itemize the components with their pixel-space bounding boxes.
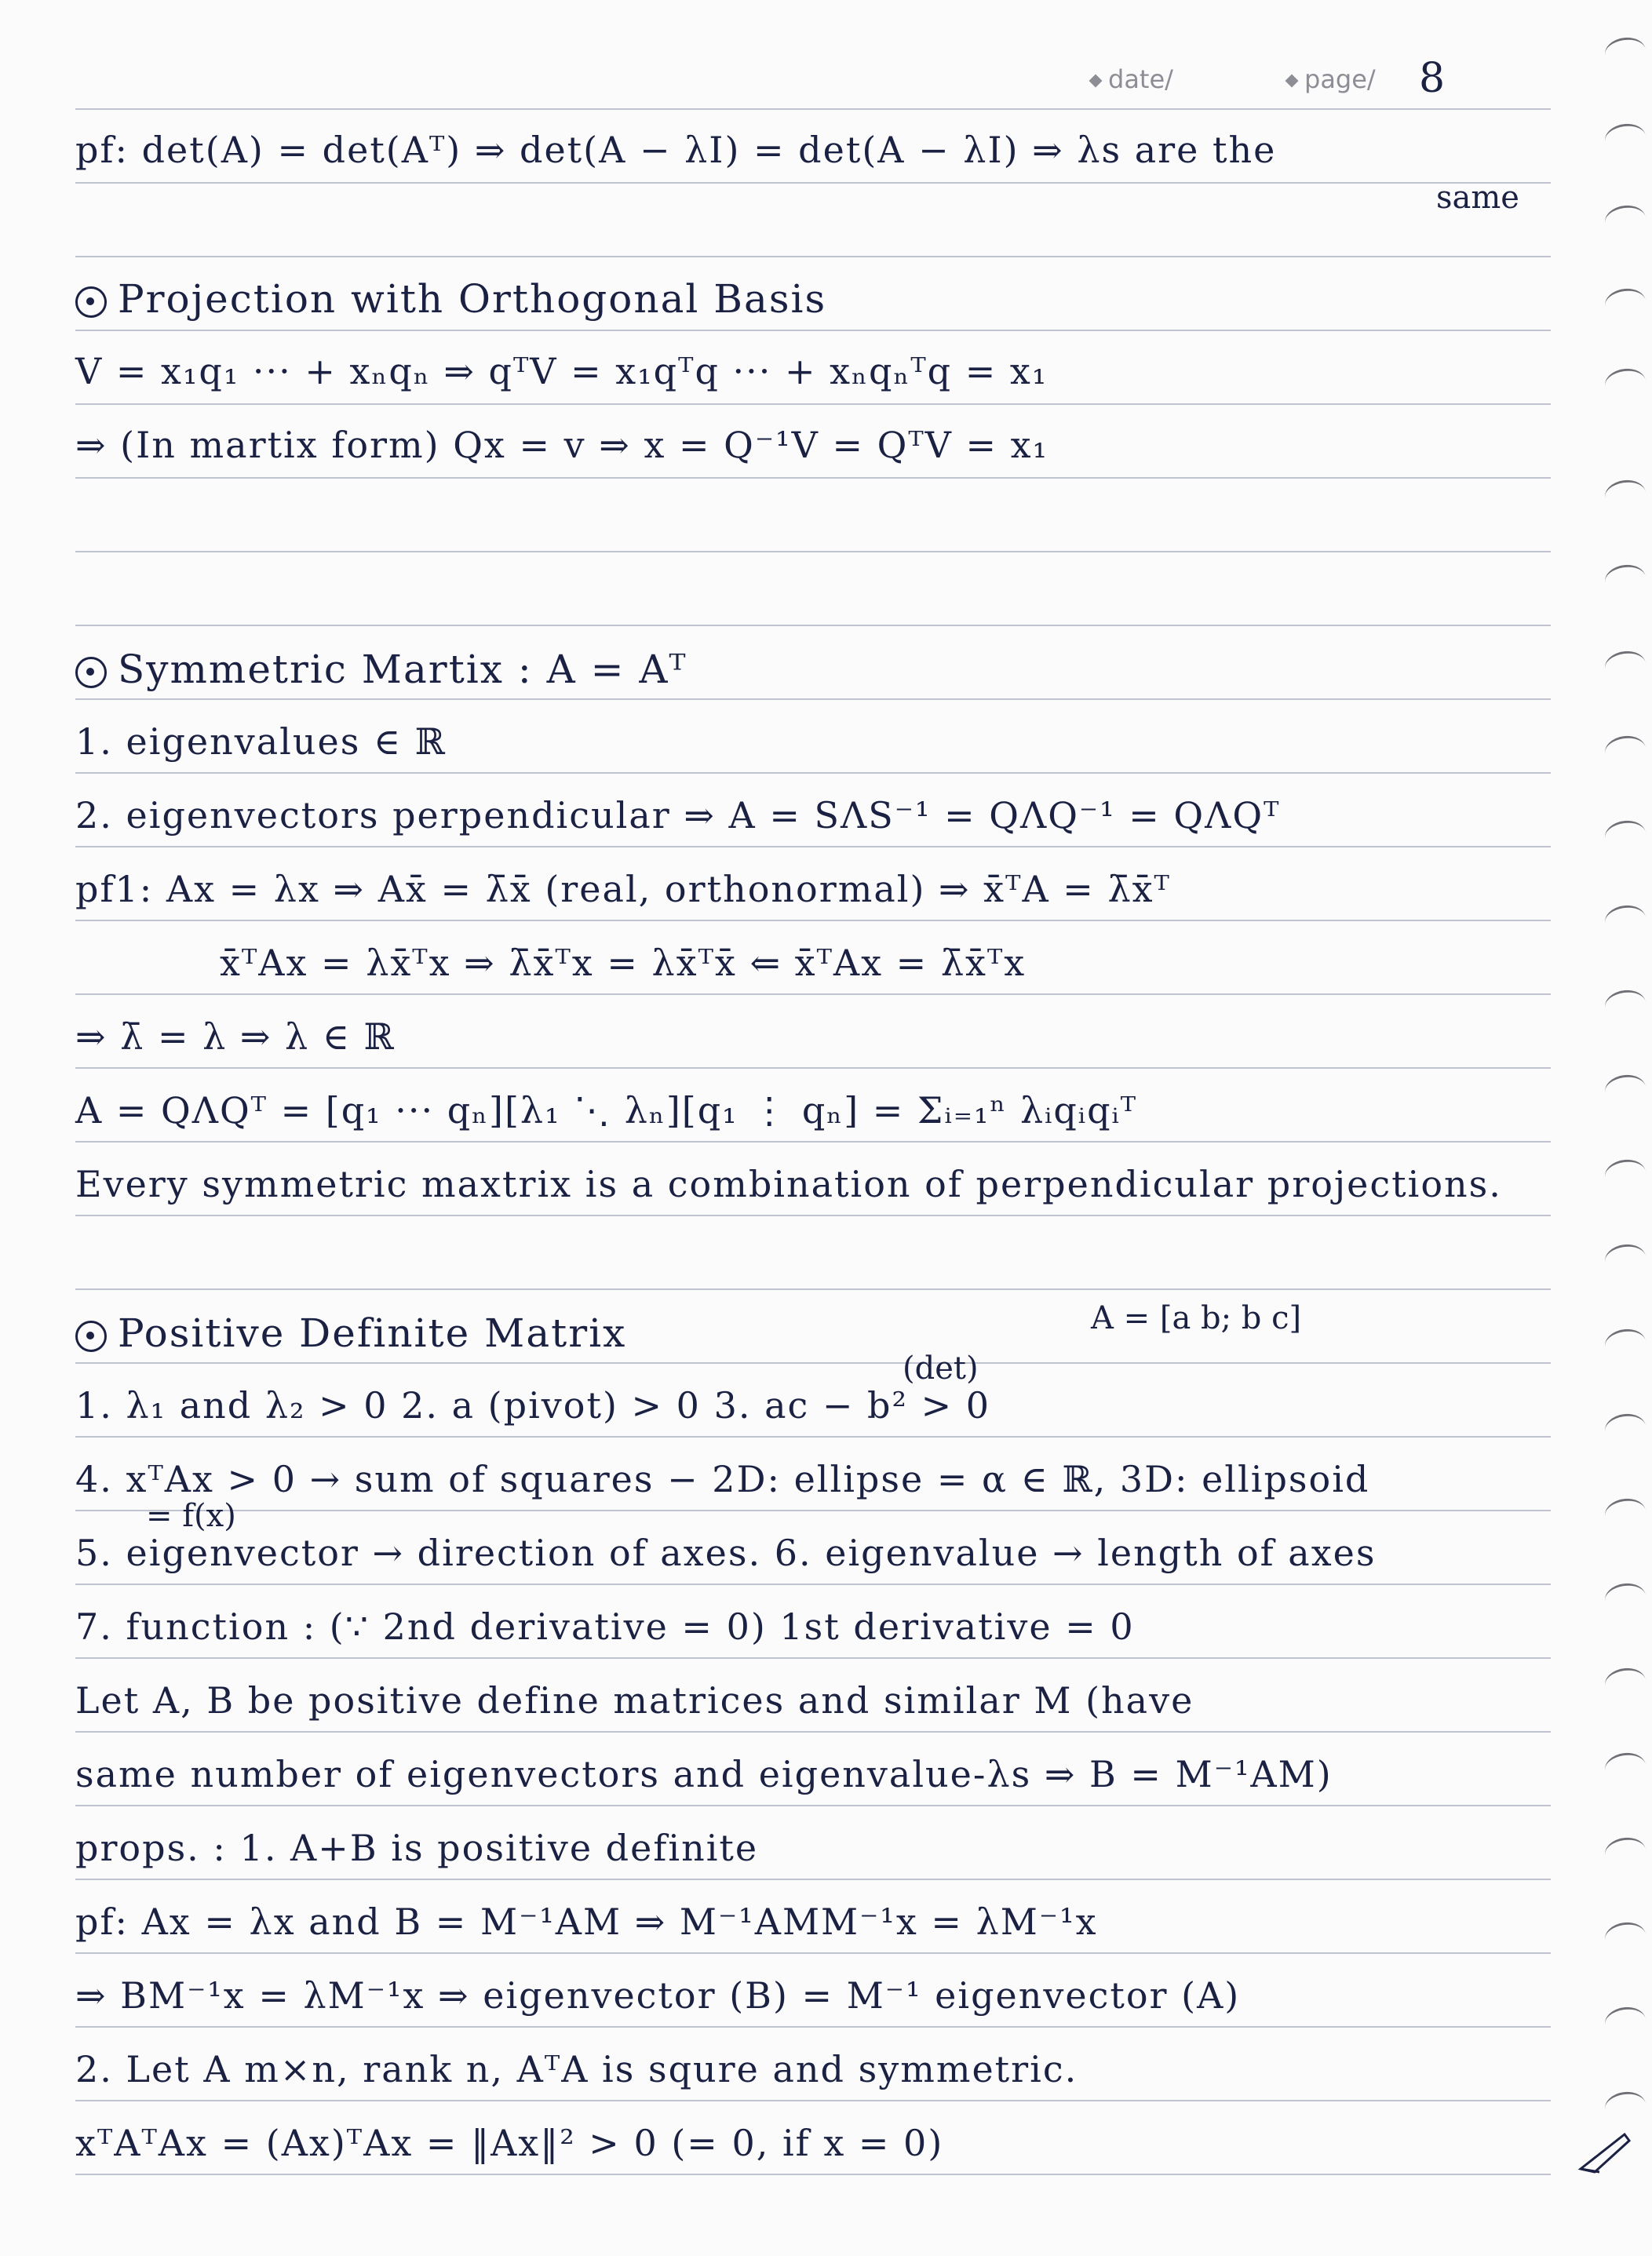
diamond-icon xyxy=(1285,75,1299,88)
pen-mark-icon xyxy=(1577,2128,1634,2175)
heading-projection-text: Projection with Orthogonal Basis xyxy=(118,276,827,322)
binding-ring xyxy=(1603,1835,1648,1870)
binding-ring xyxy=(1603,478,1648,512)
bullet-circle-icon xyxy=(75,657,107,688)
heading-symmetric-text: Symmetric Martix : A = Aᵀ xyxy=(118,647,687,692)
ruled-line xyxy=(75,1436,1551,1438)
page-label: page/ xyxy=(1304,64,1376,94)
ruled-line xyxy=(75,330,1551,331)
ruled-line xyxy=(75,1215,1551,1216)
ruled-line xyxy=(75,1657,1551,1659)
binding-ring xyxy=(1603,649,1648,683)
ruled-line xyxy=(75,182,1551,184)
binding-ring xyxy=(1603,1157,1648,1192)
binding-ring xyxy=(1603,734,1648,768)
binding-ring xyxy=(1603,988,1648,1022)
symmetric-proof-1: pf1: Ax = λx ⇒ Ax̄ = λ̄x̄ (real, orthonormal) ⇒ x̄ᵀA = λ̄x̄ᵀ xyxy=(75,868,1171,910)
bullet-circle-icon xyxy=(75,286,107,318)
binding-ring xyxy=(1603,366,1648,401)
ruled-line xyxy=(75,1362,1551,1364)
symmetric-prop-1: 1. eigenvalues ∈ ℝ xyxy=(75,720,447,763)
fx-annotation: = f(x) xyxy=(146,1498,236,1534)
binding-ring xyxy=(1603,1666,1648,1700)
ruled-line xyxy=(75,2026,1551,2028)
heading-symmetric xyxy=(75,647,687,692)
binding-ring xyxy=(1603,1920,1648,1955)
ruled-line xyxy=(75,1288,1551,1290)
ruled-line xyxy=(75,993,1551,995)
ruled-line xyxy=(75,403,1551,405)
ruled-line xyxy=(75,1067,1551,1069)
ruled-line xyxy=(75,1952,1551,1954)
binding-ring xyxy=(1603,203,1648,238)
binding-ring xyxy=(1603,122,1648,156)
ruled-line xyxy=(75,698,1551,700)
binding-ring xyxy=(1603,1073,1648,1107)
symmetric-proof-2: x̄ᵀAx = λx̄ᵀx ⇒ λ̄x̄ᵀx = λx̄ᵀx̄ ⇐ x̄ᵀAx = λ̄x̄ᵀx xyxy=(220,942,1027,984)
projection-formula: V = x₁q₁ ··· + xₙqₙ ⇒ qᵀV = x₁qᵀq ··· + xₙqₙᵀq = x₁ xyxy=(75,350,1048,392)
ruled-line xyxy=(75,1141,1551,1143)
binding-ring xyxy=(1603,1242,1648,1277)
page-number: 8 xyxy=(1419,55,1446,102)
spectral-decomposition: A = QΛQᵀ = [q₁ ··· qₙ][λ₁ ⋱ λₙ][q₁ ⋮ qₙ] = Σᵢ₌₁ⁿ λᵢqᵢqᵢᵀ xyxy=(75,1089,1138,1132)
binding-ring xyxy=(1603,35,1648,70)
ruled-line xyxy=(75,846,1551,847)
binding-ring xyxy=(1603,286,1648,321)
det-annotation: (det) xyxy=(903,1350,979,1387)
binding-ring xyxy=(1603,563,1648,597)
props-2: 2. Let A m×n, rank n, AᵀA is squre and symmetric. xyxy=(75,2048,1078,2090)
ruled-line xyxy=(75,1879,1551,1880)
heading-projection xyxy=(75,276,827,322)
binding-ring xyxy=(1603,1327,1648,1361)
binding-ring xyxy=(1603,2005,1648,2039)
ruled-line xyxy=(75,920,1551,921)
ruled-line xyxy=(75,1731,1551,1733)
ruled-line xyxy=(75,551,1551,552)
pd-test-4: 4. xᵀAx > 0 → sum of squares − 2D: ellipse = α ∈ ℝ, 3D: ellipsoid xyxy=(75,1458,1370,1500)
binding-ring xyxy=(1603,1751,1648,1785)
date-label: date/ xyxy=(1108,64,1173,94)
binding-ring xyxy=(1603,818,1648,853)
similar-matrices-2: same number of eigenvectors and eigenvalue-λs ⇒ B = M⁻¹AM) xyxy=(75,1753,1333,1795)
binding-ring xyxy=(1603,1496,1648,1531)
props-proof-2: ⇒ BM⁻¹x = λM⁻¹x ⇒ eigenvector (B) = M⁻¹ eigenvector (A) xyxy=(75,1974,1241,2017)
symmetric-proof-conclusion: ⇒ λ̄ = λ ⇒ λ ∈ ℝ xyxy=(75,1015,396,1058)
ruled-line xyxy=(75,2174,1551,2175)
matrix-2x2: A = [a b; b c] xyxy=(1091,1300,1302,1336)
diamond-icon xyxy=(1089,75,1103,88)
heading-positive-definite xyxy=(75,1310,627,1356)
ruled-line xyxy=(75,1584,1551,1585)
bullet-circle-icon xyxy=(75,1321,107,1352)
heading-positive-definite-text: Positive Definite Matrix xyxy=(118,1310,627,1356)
ruled-line xyxy=(75,1510,1551,1511)
projection-matrix-form: ⇒ (In martix form) Qx = v ⇒ x = Q⁻¹V = QᵀV = x₁ xyxy=(75,424,1049,466)
ruled-line xyxy=(75,2100,1551,2101)
ruled-line xyxy=(75,108,1551,110)
date-field xyxy=(1091,64,1173,94)
binding-ring xyxy=(1603,903,1648,938)
pd-tests-5-6: 5. eigenvector → direction of axes. 6. eigenvalue → length of axes xyxy=(75,1532,1377,1574)
binding-ring xyxy=(1603,2090,1648,2124)
pd-tests-1-3: 1. λ₁ and λ₂ > 0 2. a (pivot) > 0 3. ac − b² > 0 xyxy=(75,1384,990,1427)
symmetric-prop-2: 2. eigenvectors perpendicular ⇒ A = SΛS⁻¹ = QΛQ⁻¹ = QΛQᵀ xyxy=(75,794,1281,836)
props-1: props. : 1. A+B is positive definite xyxy=(75,1827,759,1869)
ruled-line xyxy=(75,256,1551,257)
props-2-proof: xᵀAᵀAx = (Ax)ᵀAx = ‖Ax‖² > 0 (= 0, if x = 0) xyxy=(75,2122,944,2164)
ruled-line xyxy=(75,625,1551,626)
page-field xyxy=(1287,64,1376,94)
binding-ring xyxy=(1603,1581,1648,1616)
proof-det-transpose-cont: same xyxy=(1436,180,1519,216)
symmetric-summary: Every symmetric maxtrix is a combination of perpendicular projections. xyxy=(75,1163,1502,1205)
binding-ring xyxy=(1603,1412,1648,1446)
props-proof-1: pf: Ax = λx and B = M⁻¹AM ⇒ M⁻¹AMM⁻¹x = λM⁻¹x xyxy=(75,1901,1098,1943)
ruled-line xyxy=(75,1805,1551,1806)
ruled-line xyxy=(75,772,1551,774)
proof-det-transpose: pf: det(A) = det(Aᵀ) ⇒ det(A − λI) = det(A − λI) ⇒ λs are the xyxy=(75,129,1277,171)
pd-test-7: 7. function : (∵ 2nd derivative = 0) 1st derivative = 0 xyxy=(75,1605,1135,1648)
similar-matrices-1: Let A, B be positive define matrices and similar M (have xyxy=(75,1679,1194,1722)
ruled-line xyxy=(75,477,1551,479)
